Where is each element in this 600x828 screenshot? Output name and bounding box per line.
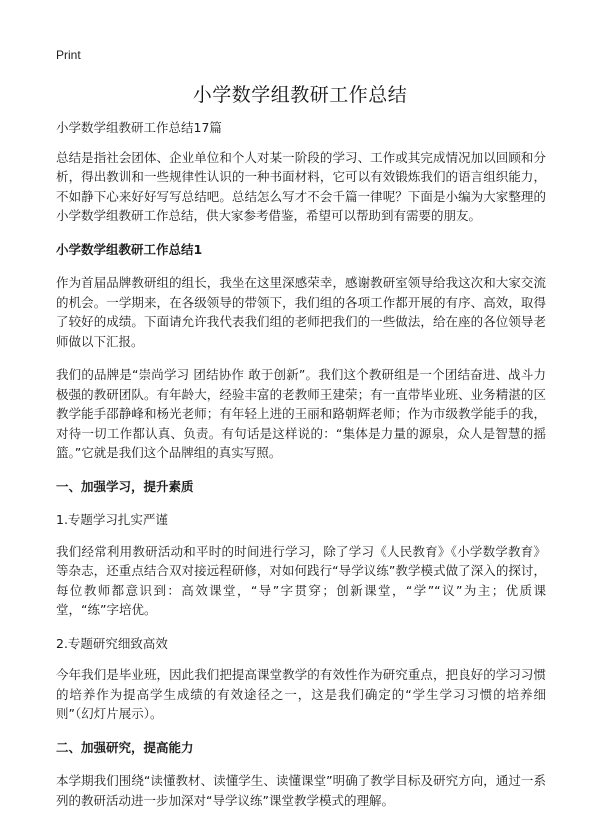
paragraph-2: 我们的品牌是“崇尚学习 团结协作 敢于创新”。我们这个教研组是一个团结奋进、战斗力极强的教研团队。有年龄大，经验丰富的老教师王建荣；有一直带毕业班、业务精湛的区教学能手邵静峰和杨光老师；有年轻上进的王丽和路朝辉老师；作为市级教学能手的我，对待一切工作都认真、负责。有句话是这样说的：“集体是力量的源泉，众人是智慧的摇篮。”它就是我们这个品牌组的真实写照。 (56, 367, 546, 460)
heading-study: 一、加强学习，提升素质 (56, 478, 194, 494)
paragraph-4: 今年我们是毕业班，因此我们把提高课堂教学的有效性作为研究重点，把良好的学习习惯的培养作为提高学生成绩的有效途径之一，这是我们确定的“学生学习习惯的培养细则”（幻灯片展示）。 (56, 667, 546, 721)
intro-paragraph: 总结是指社会团体、企业单位和个人对某一阶段的学习、工作或其完成情况加以回顾和分析，得出教训和一些规律性认识的一种书面材料，它可以有效锻炼我们的语言组织能力，不如静下心来好好写写总结吧。总结怎么写才不会千篇一律呢？下面是小编为大家整理的小学数学组教研工作总结，供大家参考借鉴，希望可以帮助到有需要的朋友。 (56, 149, 546, 223)
paragraph-1: 作为首届品牌教研组的组长，我坐在这里深感荣幸，感谢教研室领导给我这次和大家交流的机会。一学期来，在各级领导的带领下，我们组的各项工作都开展的有序、高效，取得了较好的成绩。下面请允许我代表我们组的老师把我们的一些做法，给在座的各位领导老师做以下汇报。 (56, 275, 546, 349)
page-title: 小学数学组教研工作总结 (192, 84, 408, 106)
subheading-1: 1.专题学习扎实严谨 (56, 512, 168, 527)
paragraph-5: 本学期我们围绕“读懂教材、读懂学生、读懂课堂”明确了教学目标及研究方向，通过一系列的教研活动进一步加深对“导学议练”课堂教学模式的理解。 (56, 773, 546, 808)
article-subtitle: 小学数学组教研工作总结17篇 (56, 120, 222, 135)
subheading-2: 2.专题研究细致高效 (56, 635, 168, 651)
article-body (56, 118, 546, 824)
print-link[interactable]: Print (56, 48, 81, 62)
heading-research: 二、加强研究，提高能力 (56, 739, 194, 755)
section-title: 小学数学组教研工作总结1 (56, 241, 203, 257)
paragraph-3: 我们经常利用教研活动和平时的时间进行学习，除了学习《人民教育》《小学数学教育》等杂志，还重点结合双对接远程研修，对如何践行“导学议练”教学模式做了深入的探讨，每位教师都意识到：高效课堂，“导”字贯穿；创新课堂，“学”“议”为主；优质课堂，“练”字培优。 (56, 543, 546, 617)
